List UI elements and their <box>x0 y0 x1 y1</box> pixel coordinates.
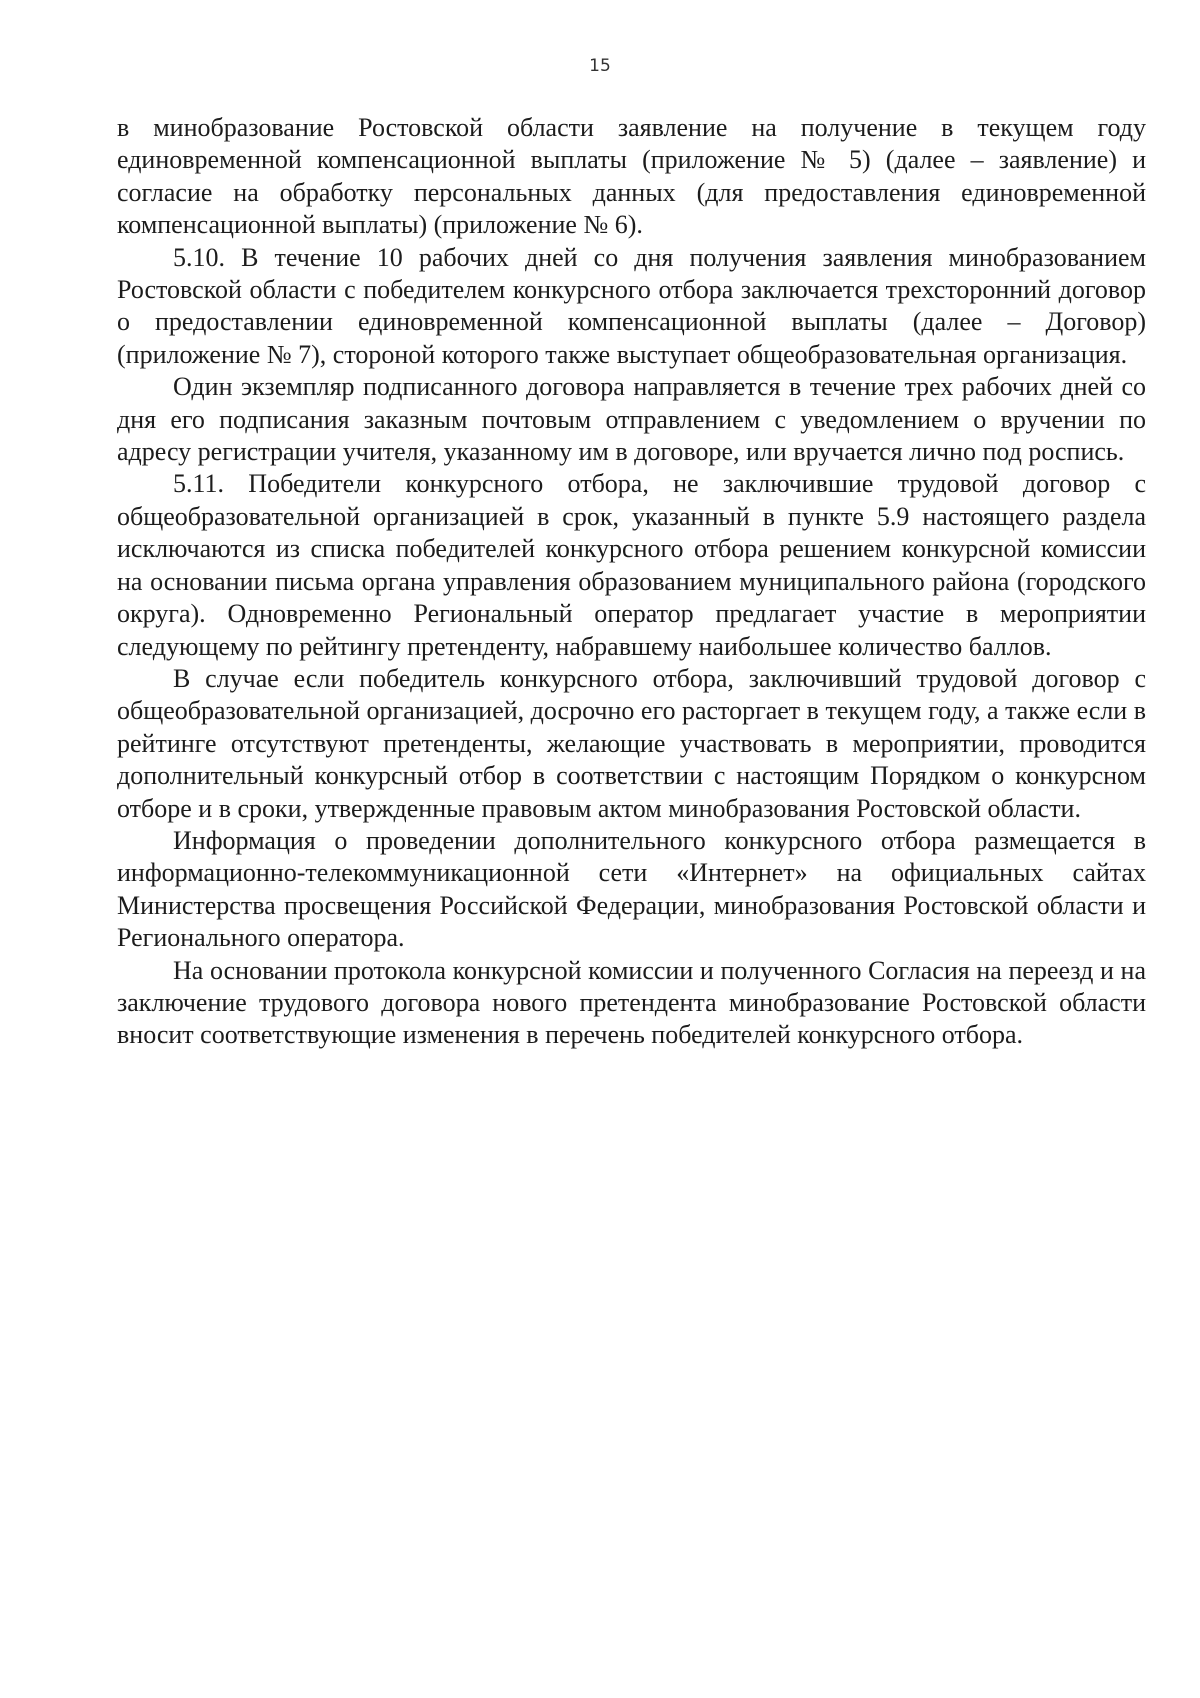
paragraph-protocol: На основании протокола конкурсной комиссии и полученного Согласия на переезд и на заключение трудового договора нового претендента минобразование Ростовской области вносит соответствующие изменения в перечень победителей конкурсного отбора. <box>117 955 1146 1050</box>
paragraph-contract-copy: Один экземпляр подписанного договора направляется в течение трех рабочих дней со дня его подписания заказным почтовым отправлением с уведомлением о вручении по адресу регистрации учителя, указанному им в договоре, или вручается лично под роспись. <box>117 372 1146 467</box>
paragraph-continuation: в минобразование Ростовской области заявление на получение в текущем году единовременной компенсационной выплаты (приложение № 5) (далее – заявление) и согласие на обработку персональных данных (для предоставления единовременной компенсационной выплаты) (приложение № 6). <box>117 113 1146 240</box>
paragraph-information: Информация о проведении дополнительного конкурсного отбора размещается в информационно-телекоммуникационной сети «Интернет» на официальных сайтах Министерства просвещения Российской Федерации, минобразования Ростовской области и Регионального оператора. <box>117 825 1146 953</box>
document-body <box>117 112 1146 1052</box>
paragraph-early-termination: В случае если победитель конкурсного отбора, заключивший трудовой договор с общеобразовательной организацией, досрочно его расторгает в текущем году, а также если в рейтинге отсутствуют претенденты, желающие участвовать в мероприятии, проводится дополнительный конкурсный отбор в соответствии с настоящим Порядком о конкурсном отборе и в сроки, утвержденные правовым актом минобразования Ростовской области. <box>117 663 1146 823</box>
paragraph-5-10: 5.10. В течение 10 рабочих дней со дня получения заявления минобразованием Ростовской области с победителем конкурсного отбора заключается трехсторонний договор о предоставлении единовременной компенсационной выплаты (далее – Договор) (приложение № 7), стороной которого также выступает общеобразовательная организация. <box>117 242 1146 369</box>
paragraph-5-11: 5.11. Победители конкурсного отбора, не заключившие трудовой договор с общеобразовательной организацией в срок, указанный в пункте 5.9 настоящего раздела исключаются из списка победителей конкурсного отбора решением конкурсной комиссии на основании письма органа управления образованием муниципального района (городского округа). Одновременно Региональный оператор предлагает участие в мероприятии следующему по рейтингу претенденту, набравшему наибольшее количество баллов. <box>117 469 1146 661</box>
page-number: 15 <box>589 56 611 76</box>
